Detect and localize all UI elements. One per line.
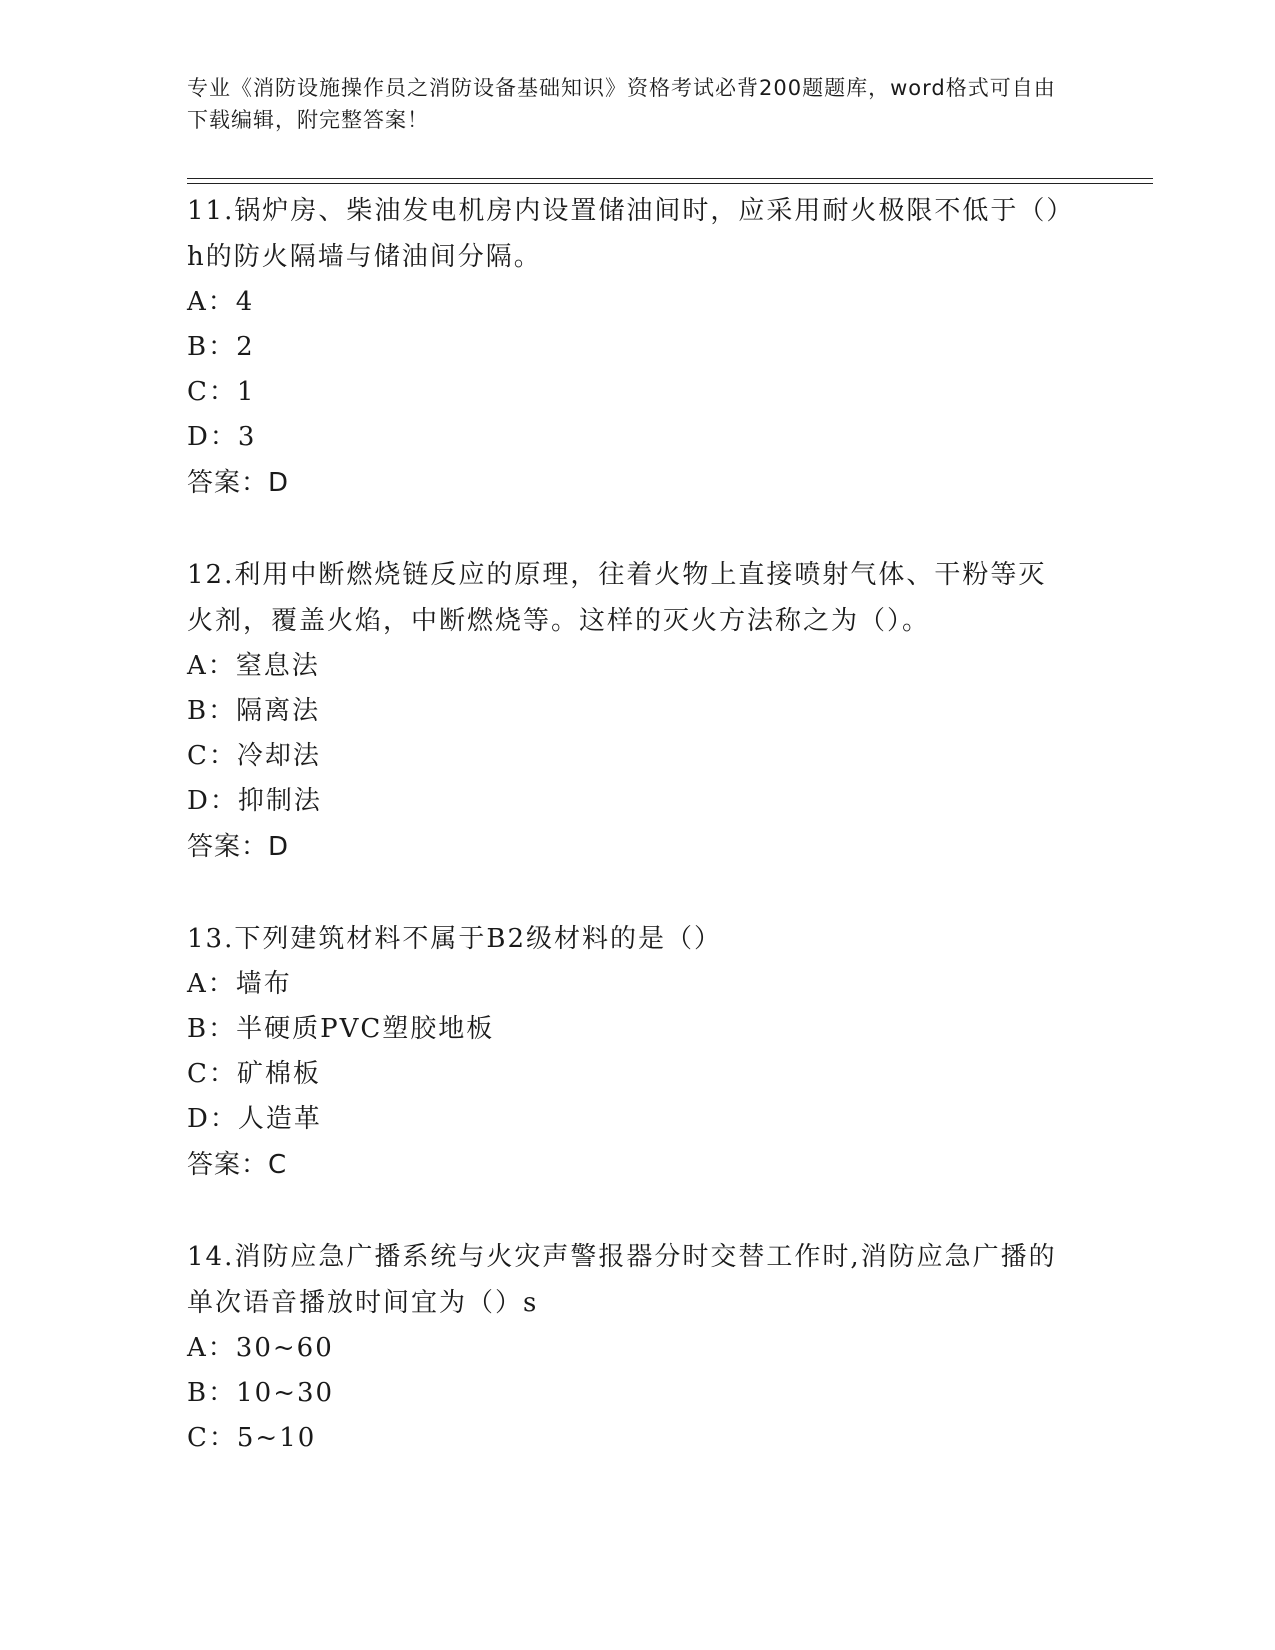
answer-line: 答案：C bbox=[187, 1150, 288, 1180]
question-stem: 13.下列建筑材料不属于B2级材料的是（） bbox=[187, 924, 722, 954]
question-stem: 14.消防应急广播系统与火灾声警报器分时交替工作时,消防应急广播的单次语音播放时间宜为（）s bbox=[187, 1242, 1057, 1318]
option-a: A：墙布 bbox=[187, 969, 292, 999]
option-c: C：冷却法 bbox=[187, 741, 321, 771]
option-c: C：1 bbox=[187, 377, 256, 407]
question-13 bbox=[187, 916, 1067, 1188]
option-b: B：隔离法 bbox=[187, 696, 321, 726]
document-header: 专业《消防设施操作员之消防设备基础知识》资格考试必背200题题库，word格式可自由下载编辑，附完整答案！ bbox=[187, 76, 1056, 132]
option-a: A：4 bbox=[187, 287, 255, 317]
option-d: D：抑制法 bbox=[187, 786, 322, 816]
question-stem: 12.利用中断燃烧链反应的原理，往着火物上直接喷射气体、干粉等灭火剂，覆盖火焰，中断燃烧等。这样的灭火方法称之为（）。 bbox=[187, 560, 1047, 636]
option-a: A：窒息法 bbox=[187, 651, 320, 681]
option-c: C：5~10 bbox=[187, 1423, 317, 1453]
answer-line: 答案：D bbox=[187, 468, 290, 498]
question-12 bbox=[187, 552, 1067, 870]
option-d: D：3 bbox=[187, 422, 257, 452]
option-c: C：矿棉板 bbox=[187, 1059, 321, 1089]
option-a: A：30~60 bbox=[187, 1333, 334, 1363]
header-divider-bottom bbox=[187, 183, 1153, 184]
option-d: D：人造革 bbox=[187, 1104, 322, 1134]
option-b: B：半硬质PVC塑胶地板 bbox=[187, 1014, 495, 1044]
question-stem: 11.锅炉房、柴油发电机房内设置储油间时，应采用耐火极限不低于（）h的防火隔墙与储油间分隔。 bbox=[187, 196, 1062, 272]
question-11 bbox=[187, 188, 1067, 506]
answer-line: 答案：D bbox=[187, 832, 290, 862]
option-b: B：10~30 bbox=[187, 1378, 335, 1408]
header-divider-top bbox=[187, 178, 1153, 179]
question-14 bbox=[187, 1234, 1067, 1461]
option-b: B：2 bbox=[187, 332, 255, 362]
